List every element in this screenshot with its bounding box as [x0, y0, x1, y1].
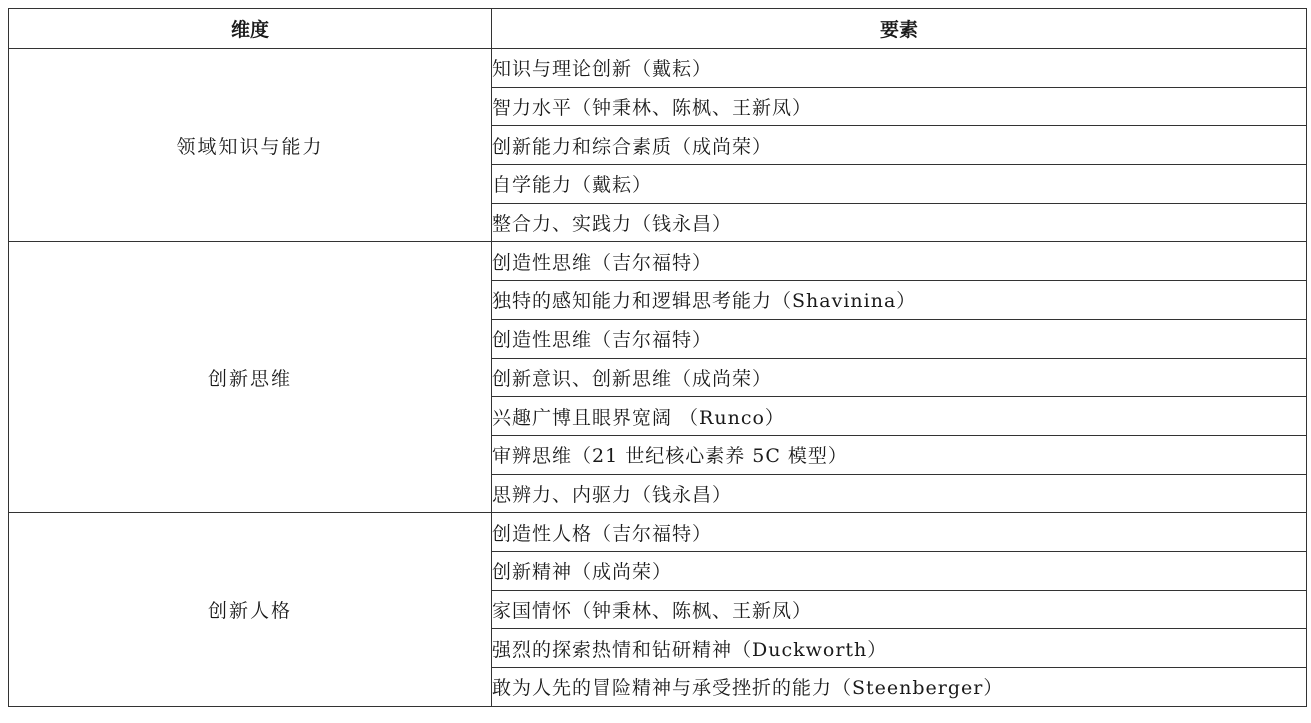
dimension-cell: 创新思维: [9, 242, 492, 513]
header-elements: 要素: [492, 9, 1307, 49]
element-cell: 创造性人格（吉尔福特）: [492, 513, 1307, 552]
table-row: [9, 513, 1307, 552]
element-cell: 创新能力和综合素质（成尚荣）: [492, 126, 1307, 165]
element-cell: 创造性思维（吉尔福特）: [492, 242, 1307, 281]
element-cell: 自学能力（戴耘）: [492, 165, 1307, 204]
element-cell: 强烈的探索热情和钻研精神（Duckworth）: [492, 629, 1307, 668]
header-row: [9, 9, 1307, 49]
element-cell: 整合力、实践力（钱永昌）: [492, 203, 1307, 242]
table-row: [9, 49, 1307, 88]
header-dimension: 维度: [9, 9, 492, 49]
element-cell: 独特的感知能力和逻辑思考能力（Shavinina）: [492, 281, 1307, 320]
element-cell: 兴趣广博且眼界宽阔 （Runco）: [492, 397, 1307, 436]
table-row: [9, 242, 1307, 281]
element-cell: 智力水平（钟秉林、陈枫、王新凤）: [492, 87, 1307, 126]
element-cell: 审辨思维（21 世纪核心素养 5C 模型）: [492, 435, 1307, 474]
element-cell: 创新意识、创新思维（成尚荣）: [492, 358, 1307, 397]
element-cell: 创新精神（成尚荣）: [492, 551, 1307, 590]
element-cell: 敢为人先的冒险精神与承受挫折的能力（Steenberger）: [492, 668, 1307, 707]
element-cell: 创造性思维（吉尔福特）: [492, 319, 1307, 358]
dimension-cell: 创新人格: [9, 513, 492, 706]
element-cell: 思辨力、内驱力（钱永昌）: [492, 474, 1307, 513]
element-cell: 家国情怀（钟秉林、陈枫、王新凤）: [492, 590, 1307, 629]
dimension-elements-table: [8, 8, 1307, 707]
element-cell: 知识与理论创新（戴耘）: [492, 49, 1307, 88]
dimension-cell: 领域知识与能力: [9, 49, 492, 242]
